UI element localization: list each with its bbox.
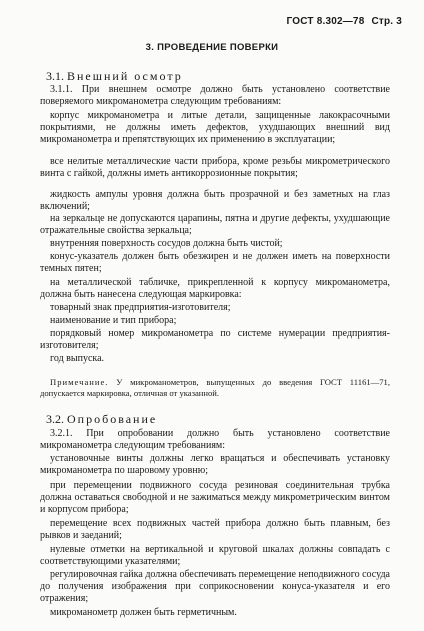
requirement-item: все нелитые металлические части прибора, кроме резьбы микрометрического винта с гайкой, должны иметь антикоррозионные покрытия; — [40, 156, 390, 180]
note-label: Примечание. — [50, 377, 109, 387]
page-header — [287, 16, 402, 27]
subsection-title: Внешний осмотр — [67, 69, 183, 83]
subsection-number: 3.2. — [46, 412, 64, 426]
requirement-item: порядковый номер микроманометра по системе нумерации предприятия-изготовителя; — [40, 328, 390, 352]
requirement-item: конус-указатель должен быть обезжирен и не должен иметь на поверхности темных пятен; — [40, 251, 390, 275]
subsection-heading-3-2 — [46, 413, 157, 426]
requirement-item: внутренняя поверхность сосудов должна быть чистой; — [50, 238, 283, 249]
subsection-number: 3.1. — [46, 69, 64, 83]
requirement-item: перемещение всех подвижных частей прибора должно быть плавным, без рывков и заеданий; — [40, 518, 390, 542]
note-text: У микроманометров, выпущенных до введения ГОСТ 11161—71, допускается маркировка, отличная от указанной. — [40, 377, 390, 398]
requirement-item: при перемещении подвижного сосуда резиновая соединительная трубка должна оставаться свободной и не зажиматься между микрометрическим винтом и корпусом прибора; — [40, 480, 390, 516]
requirement-item: на зеркальце не допускаются царапины, пятна и другие дефекты, ухудшающие отражательные свойства зеркальца; — [40, 213, 390, 237]
paragraph-3-2-1: 3.2.1. При опробовании должно быть установлено соответствие микроманометра следующим требованиям: — [40, 428, 390, 452]
requirement-item: корпус микроманометра и литые детали, защищенные лакокрасочными покрытиями, не должны иметь дефектов, ухудшающих внешний вид микроманометра и препятствующих их применению в эксплуатации; — [40, 110, 390, 146]
requirement-item: жидкость ампулы уровня должна быть прозрачной и без заметных на глаз включений; — [40, 189, 390, 213]
requirement-item: год выпуска. — [50, 353, 105, 364]
page-number: Стр. 3 — [371, 16, 402, 27]
subsection-heading-3-1 — [46, 70, 183, 83]
subsection-title: Опробование — [67, 412, 158, 426]
requirement-item: на металлической табличке, прикрепленной к корпусу микроманометра, должна быть нанесена следующая маркировка: — [40, 277, 390, 301]
section-title: 3. ПРОВЕДЕНИЕ ПОВЕРКИ — [145, 42, 279, 53]
standard-number: ГОСТ 8.302—78 — [286, 16, 365, 27]
requirement-item: установочные винты должны легко вращаться и обеспечивать установку микроманометра по шаровому уровню; — [40, 453, 390, 477]
requirement-item: наименование и тип прибора; — [50, 315, 177, 326]
requirement-item: нулевые отметки на вертикальной и круговой шкалах должны совпадать с соответствующими указателями; — [40, 544, 390, 568]
paragraph-3-1-1: 3.1.1. При внешнем осмотре должно быть установлено соответствие поверяемого микроманометра следующим требованиям: — [40, 84, 390, 108]
note — [40, 377, 390, 399]
requirement-item: микроманометр должен быть герметичным. — [50, 607, 237, 618]
requirement-item: регулировочная гайка должна обеспечивать перемещение неподвижного сосуда до получения изображения при соприкосновении конуса-указателя и его отражения; — [40, 569, 390, 605]
requirement-item: товарный знак предприятия-изготовителя; — [50, 302, 231, 313]
